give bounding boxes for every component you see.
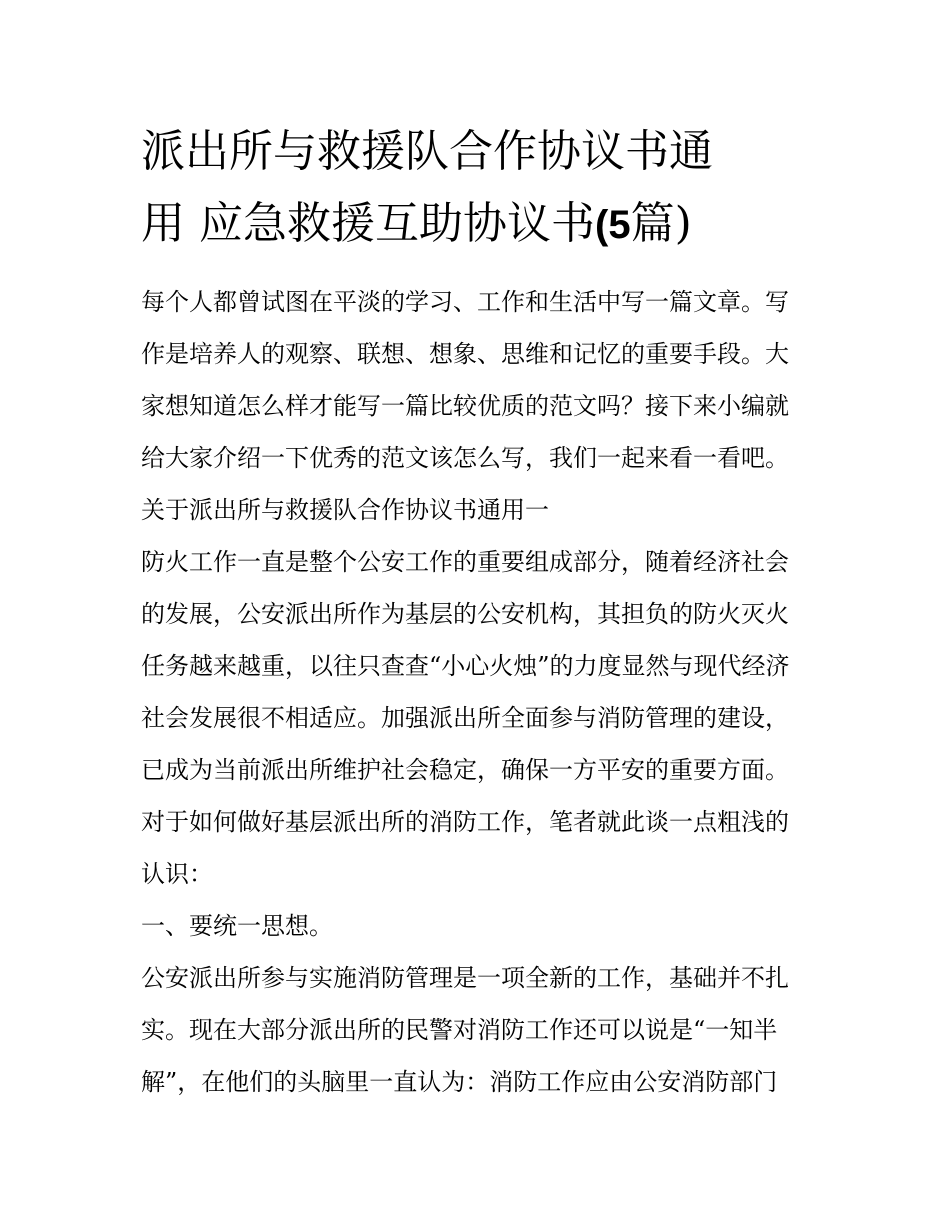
body-line: 认识： xyxy=(141,860,213,888)
body-line: 作是培养人的观察、联想、想象、思维和记忆的重要手段。大 xyxy=(141,340,789,368)
document-body xyxy=(141,280,821,1112)
body-line: 防火工作一直是整个公安工作的重要组成部分，随着经济社会 xyxy=(141,548,789,576)
section-heading: 关于派出所与救援队合作协议书通用一 xyxy=(141,496,549,524)
body-line: 的发展，公安派出所作为基层的公安机构，其担负的防火灭火 xyxy=(141,600,789,628)
body-line: 解”，在他们的头脑里一直认为：消防工作应由公安消防部门 xyxy=(141,1068,778,1096)
body-line: 给大家介绍一下优秀的范文该怎么写，我们一起来看一看吧。 xyxy=(141,444,789,472)
subsection-heading: 一、要统一思想。 xyxy=(141,912,333,940)
body-line: 任务越来越重，以往只查查“小心火烛”的力度显然与现代经济 xyxy=(141,652,790,680)
body-line: 每个人都曾试图在平淡的学习、工作和生活中写一篇文章。写 xyxy=(141,288,789,316)
body-line: 实。现在大部分派出所的民警对消防工作还可以说是“一知半 xyxy=(141,1016,778,1044)
title-count: (5 xyxy=(595,203,631,247)
title-line-1: 派出所与救援队合作协议书通 xyxy=(141,126,713,177)
body-line: 公安派出所参与实施消防管理是一项全新的工作，基础并不扎 xyxy=(141,964,789,992)
body-line: 社会发展很不相适应。加强派出所全面参与消防管理的建设， xyxy=(141,704,789,732)
title-line-2: 用 应急救援互助协议书 xyxy=(141,198,595,249)
body-line: 对于如何做好基层派出所的消防工作，笔者就此谈一点粗浅的 xyxy=(141,808,789,836)
title-count-suffix: 篇) xyxy=(630,198,692,249)
document-title xyxy=(141,116,821,261)
body-line: 家想知道怎么样才能写一篇比较优质的范文吗？接下来小编就 xyxy=(141,392,789,420)
body-line: 已成为当前派出所维护社会稳定，确保一方平安的重要方面。 xyxy=(141,756,789,784)
